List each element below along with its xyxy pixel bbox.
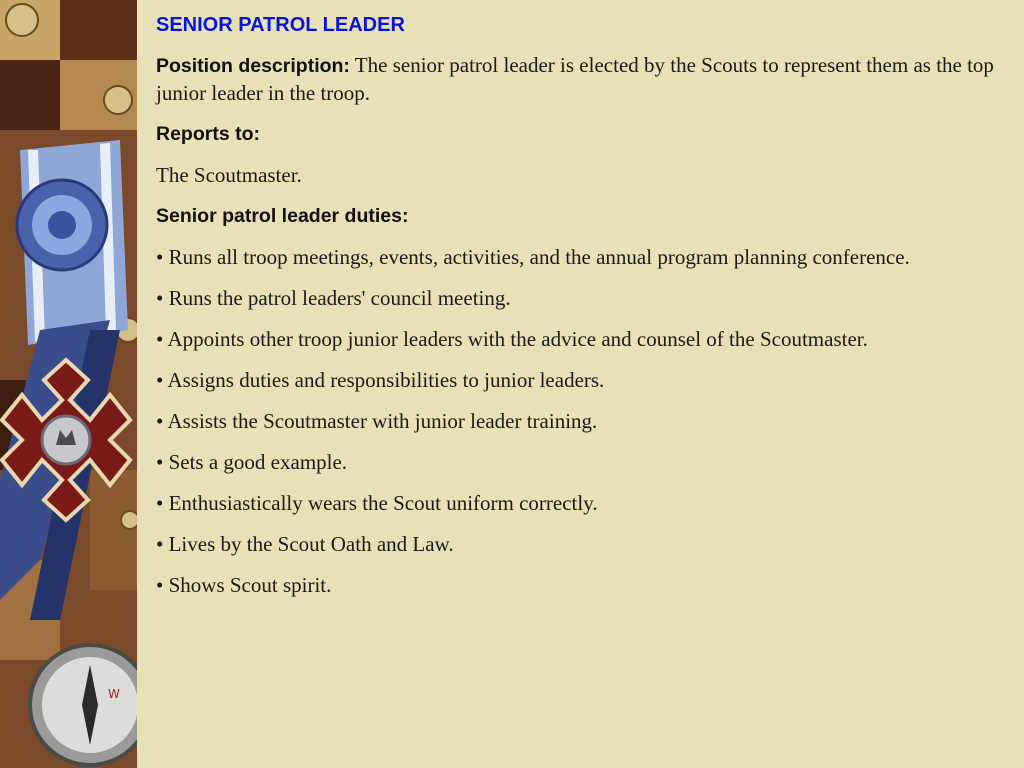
duties-list [156,244,1002,599]
duty-item: • Runs the patrol leaders' council meeting. [156,286,511,310]
duty-item: • Appoints other troop junior leaders with the advice and counsel of the Scoutmaster. [156,327,868,351]
duty-item: • Assigns duties and responsibilities to junior leaders. [156,368,605,392]
duties-heading: Senior patrol leader duties: [156,205,409,227]
duty-item: • Assists the Scoutmaster with junior leader training. [156,409,598,433]
duty-item: • Runs all troop meetings, events, activities, and the annual program planning conference. [156,245,910,269]
reports-to-text: The Scoutmaster. [156,163,302,187]
duty-item: • Enthusiastically wears the Scout uniform correctly. [156,491,598,515]
position-description-text: The senior patrol leader is elected by the Scouts to represent them as the top junior leader in the troop. [156,53,994,105]
duty-item: • Shows Scout spirit. [156,573,332,597]
svg-text:W: W [108,687,120,701]
slide-content [156,12,1002,613]
duty-item: • Sets a good example. [156,450,348,474]
decorative-medal-image [0,0,137,768]
position-description [156,52,1002,107]
slide-title: SENIOR PATROL LEADER [156,14,405,36]
duty-item: • Lives by the Scout Oath and Law. [156,532,454,556]
reports-to-heading: Reports to: [156,123,260,145]
position-description-label: Position description: [156,55,350,77]
compass-icon [30,645,137,765]
